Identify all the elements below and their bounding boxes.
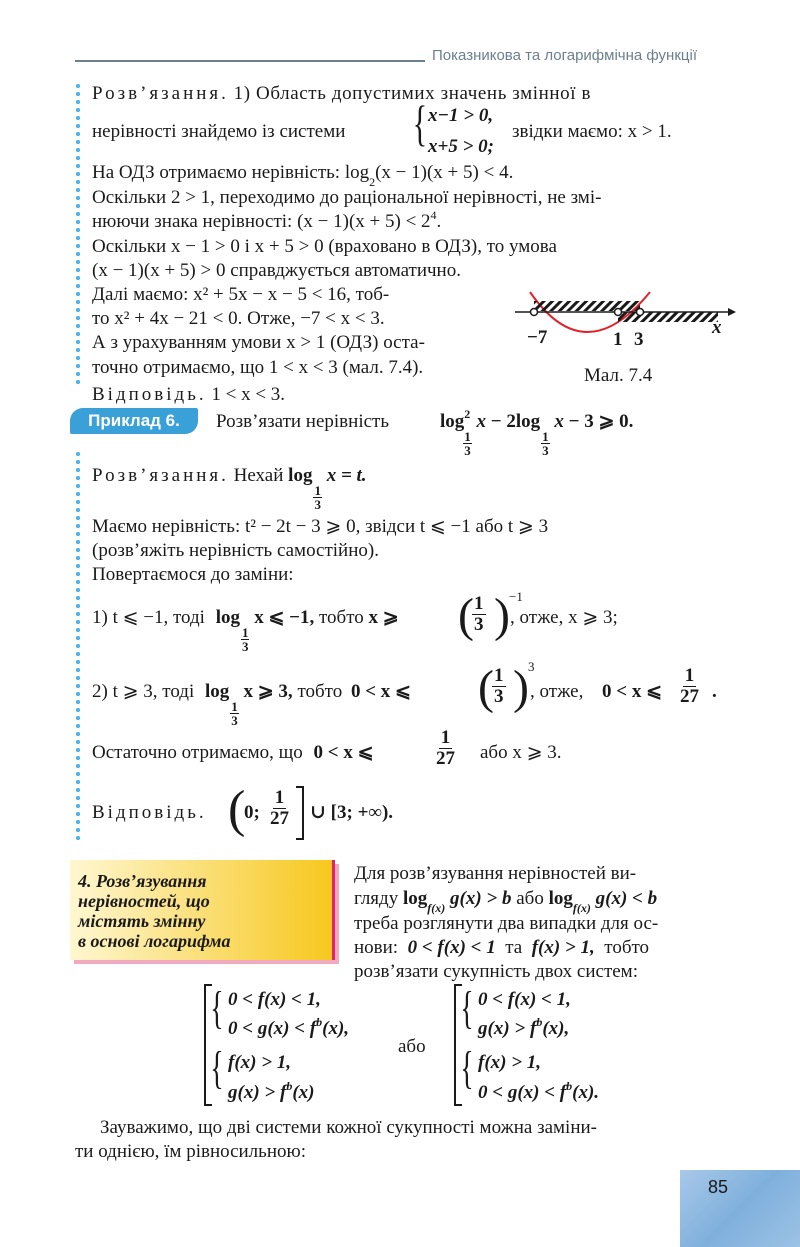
sol1-line9: то x² + 4x − 21 < 0. Отже, −7 < x < 3. [92, 308, 385, 329]
systems-or: або [398, 1036, 426, 1057]
case-1: 1) t ⩽ −1, тоді log $\frac{1}{3}$ x ⩽ −1, тобто x ⩾ [92, 607, 399, 654]
answer-zero: 0; [244, 802, 260, 823]
case-2-exp: 3 [528, 659, 535, 674]
sol1-line4: Оскільки 2 > 1, переходимо до раціональної нерівності, не змі- [92, 187, 602, 208]
system-l-brace-1: { [210, 982, 224, 1033]
sys-r-1: 0 < f(x) < 1, [478, 989, 571, 1010]
example-task: Розв’язати нерівність [216, 411, 390, 432]
sys-r-2: $g(x) > f^b(x)$, [478, 1015, 570, 1039]
sys-l-2: $0 < g(x) < f^b(x)$, [228, 1015, 350, 1039]
section-p1: Для розв’язування нерівностей ви- [354, 863, 637, 884]
margin-dots-2 [75, 450, 80, 840]
case-2-paren-r: ) [513, 661, 529, 714]
section-title-1: 4. Розв’язування [78, 871, 207, 891]
case-1-tail: , отже, x ⩾ 3; [510, 607, 618, 628]
margin-dots-1 [75, 82, 80, 387]
sol1-line5: нюючи знака нерівності: $(x - 1)(x + 5) < 2^4$. [92, 208, 442, 232]
sys-l-4: $g(x) > f^b(x)$ [228, 1079, 315, 1103]
final-result: Остаточно отримаємо, що 0 < x ⩽ [92, 742, 374, 763]
sol1-line11: точно отримаємо, що 1 < x < 3 (мал. 7.4). [92, 357, 424, 378]
answer-union: ∪ [3; +∞). [310, 802, 394, 823]
system-r-brace-2: { [460, 1042, 474, 1093]
sol1-line1: Розв’язання. 1) Область допустимих значень змінної в [92, 83, 592, 104]
section-p5: розв’язати сукупність двох систем: [354, 961, 638, 982]
section-p2: гляду $\log_{f(x)} g(x) > b$ або $\log_{f(x)} g(x) < b$ [354, 888, 658, 915]
fig-axis-label: x [712, 317, 722, 338]
system-brace: { [412, 95, 428, 151]
section-p3: треба розглянути два випадки для ос- [354, 913, 659, 934]
fig-tick-1: 1 [613, 329, 623, 350]
running-header: Показникова та логарифмічна функції [432, 47, 697, 64]
sol1-line6: Оскільки x − 1 > 0 і x + 5 > 0 (враховано в ОДЗ), то умова [92, 236, 557, 257]
case-2-otzhe: , отже, [530, 681, 584, 702]
system-l-brace-2: { [210, 1042, 224, 1093]
sol1-line7: (x − 1)(x + 5) > 0 справджується автоматично. [92, 260, 461, 281]
sol2-line4: Повертаємося до заміни: [92, 564, 294, 585]
section-title-3: містять змінну [78, 911, 206, 931]
sys-l-3: f(x) > 1, [228, 1052, 292, 1073]
sol2-answer-label: Відповідь. [92, 802, 207, 823]
case-1-paren-r: ) [494, 589, 510, 642]
answer-frac: $\frac{1}{27}$ [270, 787, 289, 829]
section-title-2: нерівностей, що [78, 891, 210, 911]
closing-line2: ти однією, їм рівносильною: [75, 1141, 306, 1162]
sol1-line2-tail: звідки маємо: x > 1. [512, 121, 672, 142]
sol2-substitution: Розв’язання. Нехай log $\frac{1}{3}$ x = t. [92, 465, 367, 512]
case-1-paren: ( [458, 589, 474, 642]
sol2-line2: Маємо нерівність: t² − 2t − 3 ⩾ 0, звідси t ⩽ −1 або t ⩾ 3 [92, 516, 549, 537]
sol1-line2: нерівності знайдемо із системи [92, 121, 346, 142]
sys-l-1: 0 < f(x) < 1, [228, 989, 321, 1010]
fig-caption: Мал. 7.4 [584, 365, 653, 386]
sys-r-4: $0 < g(x) < f^b(x)$. [478, 1079, 600, 1103]
fig-tick-minus7: −7 [527, 327, 548, 348]
case-2-paren: ( [478, 661, 494, 714]
case-1-exp: −1 [509, 589, 523, 604]
section-p4: нови: 0 < f(x) < 1 та f(x) > 1, тобто [354, 937, 650, 958]
case-2: 2) t ⩾ 3, тоді log $\frac{1}{3}$ x ⩾ 3, тобто 0 < x ⩽ [92, 681, 411, 728]
sys-r-3: f(x) > 1, [478, 1052, 542, 1073]
section-title-4: в основі логарифма [78, 931, 231, 951]
page-corner [680, 1170, 800, 1247]
answer-paren-l: ( [228, 781, 246, 838]
case-1-frac: $\frac{1}{3}$ [474, 593, 484, 635]
page-number: 85 [708, 1177, 729, 1197]
system-r-brace-1: { [460, 982, 474, 1033]
sol2-line3: (розв’яжіть нерівність самостійно). [92, 540, 379, 561]
system-row-2: x+5 > 0; [428, 136, 494, 157]
sol1-line10: А з урахуванням умови x > 1 (ОДЗ) оста- [92, 332, 425, 353]
sol1-line8: Далі маємо: x² + 5x − x − 5 < 16, тоб- [92, 284, 390, 305]
case-2-result: 0 < x ⩽ [602, 681, 662, 702]
closing-line1: Зауважимо, що дві системи кожної сукупності можна заміни- [100, 1117, 597, 1138]
sol1-answer: Відповідь. 1 < x < 3. [92, 384, 286, 405]
header-rule [75, 60, 425, 62]
sol1-line3: На ОДЗ отримаємо нерівність: $\log_2(x - 1)(x + 5) < 4$. [92, 162, 514, 189]
case-2-result-frac: $\frac{1}{27}$ [680, 665, 699, 707]
example-expression: $\log^2$ $\frac{1}{3}$ x − 2log $\frac{1}{3}$ x − 3 ⩾ 0. [440, 407, 634, 458]
fig-tick-3: 3 [634, 329, 644, 350]
final-tail: або x ⩾ 3. [480, 742, 562, 763]
case-2-period: . [712, 681, 717, 702]
example-badge: Приклад 6. [70, 408, 198, 434]
case-2-frac: $\frac{1}{3}$ [494, 665, 504, 707]
system-row-1: x−1 > 0, [428, 105, 494, 126]
answer-bracket-r [296, 786, 304, 840]
final-frac: $\frac{1}{27}$ [436, 727, 455, 769]
